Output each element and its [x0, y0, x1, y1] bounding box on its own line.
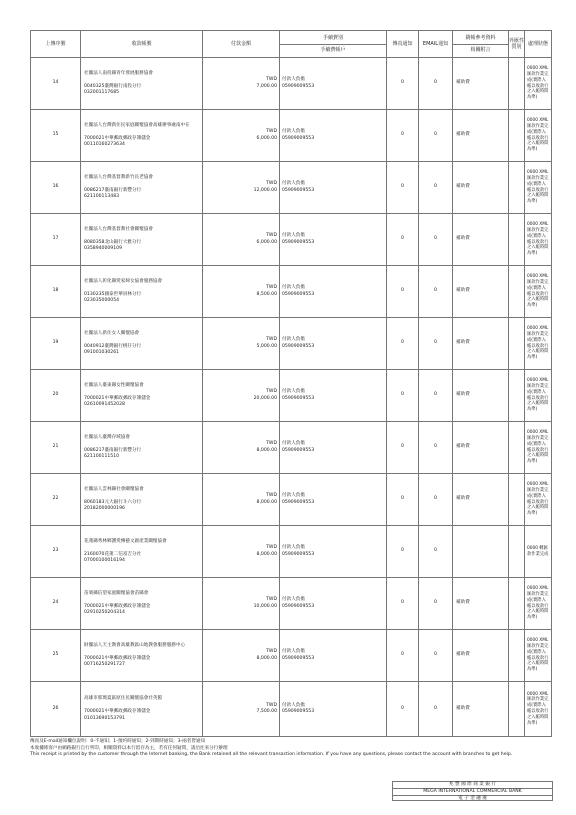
currency: TWD	[266, 337, 277, 343]
payee-bank: 7000021中華郵政郵政存簿儲金	[84, 603, 151, 609]
fee-type: 付款人負擔	[282, 649, 305, 655]
currency: TWD	[266, 597, 277, 603]
payee-account-no: 00110160273634	[84, 142, 125, 148]
amount-value: 6,000.00	[256, 239, 277, 245]
currency: TWD	[266, 389, 277, 395]
table-row	[31, 162, 552, 214]
header-amount: 付款金額	[203, 31, 280, 58]
table-row	[31, 422, 552, 474]
fee-type: 付款人負擔	[282, 233, 305, 239]
amount-value: 5,000.00	[256, 343, 277, 349]
disclaimer-en: This receipt is printed by the customer through the Internet banking, the Bank retained all the relevant transaction information. If you have any questions, please contact the account with branches to get help.	[30, 752, 513, 758]
row-fee	[280, 578, 387, 630]
payee-bank: 2160070花蓮二信富吉分社	[84, 551, 142, 557]
payee-name: 財團法人天主教會高雄教區山地教會服務服務中心	[84, 642, 186, 648]
row-fx-type	[509, 110, 525, 162]
row-fx-type	[509, 526, 525, 578]
row-fax: 0	[387, 578, 419, 630]
bank-stamp	[392, 781, 553, 801]
row-fax: 0	[387, 58, 419, 110]
row-fx-type	[509, 266, 525, 318]
payee-account-no: 07000100016194	[84, 558, 125, 564]
table-row	[31, 526, 552, 578]
row-fx-type	[509, 682, 525, 737]
row-note: 補助費	[453, 682, 509, 737]
fee-type: 付款人負擔	[282, 337, 305, 343]
row-fax: 0	[387, 526, 419, 578]
row-email: 0	[419, 630, 453, 682]
row-seq: 22	[31, 474, 81, 526]
row-fax: 0	[387, 110, 419, 162]
row-fee	[280, 526, 387, 578]
row-fx-type	[509, 370, 525, 422]
row-seq: 14	[31, 58, 81, 110]
row-payee	[81, 318, 203, 370]
row-amount	[203, 266, 280, 318]
payee-account-no: 091001030261	[84, 350, 120, 356]
payee-name: 社團法人彰化縣愛家婦女協會服務協會	[84, 278, 163, 284]
payee-account-no: 023035000054	[84, 298, 120, 304]
row-fee	[280, 422, 387, 474]
currency: TWD	[266, 129, 277, 135]
notify-legend: 傳真及E-mail通知欄位說明：0-不通知；1-預約時通知；2-到期時通知；3-兩者皆通知	[30, 739, 206, 744]
fee-type: 付款人負擔	[282, 129, 305, 135]
header-fee	[280, 31, 387, 58]
row-payee	[81, 682, 203, 737]
header-seq: 上傳序號	[31, 31, 81, 58]
fee-type: 付款人負擔	[282, 545, 305, 551]
payee-name: 社團法人臺灣存域協會	[84, 434, 130, 440]
payee-bank: 0130235國泰世華員林分行	[84, 291, 142, 297]
header-email: EMAIL通知	[419, 31, 453, 58]
row-email: 0	[419, 110, 453, 162]
payee-bank: 7000021中華郵政郵政存簿儲金	[84, 655, 151, 661]
table-row	[31, 110, 552, 162]
row-note: 補助費	[453, 422, 509, 474]
payee-account-no: 0358940009109	[84, 246, 122, 252]
payee-name: 社團法人臺東縣女性關懷協會	[84, 382, 144, 388]
table-row	[31, 266, 552, 318]
row-email: 0	[419, 422, 453, 474]
payee-bank: 0040325臺灣銀行南投分行	[84, 83, 142, 89]
row-fee	[280, 214, 387, 266]
bank-dept: 電 子 金 融 處	[458, 796, 487, 801]
row-fx-type	[509, 422, 525, 474]
payee-name: 社團法人南投縣青年發展服務協會	[84, 70, 153, 76]
row-seq: 19	[31, 318, 81, 370]
table-row	[31, 370, 552, 422]
row-amount	[203, 370, 280, 422]
row-status: 0000 XML 匯款作業完成(實際入帳以收款行之入帳時間為準)	[525, 422, 552, 474]
payee-bank: 0040912臺灣銀行桃仔分行	[84, 343, 142, 349]
payee-name: 花蓮縣秀林鄉護愛傳藝文創產業關懷協會	[84, 538, 167, 544]
fee-account: 05909009553	[282, 499, 315, 505]
row-payee	[81, 110, 203, 162]
row-fx-type	[509, 318, 525, 370]
row-payee	[81, 422, 203, 474]
payee-account-no: 00716250291727	[84, 662, 125, 668]
amount-value: 20,000.00	[253, 395, 277, 401]
fee-type: 付款人負擔	[282, 77, 305, 83]
row-payee	[81, 214, 203, 266]
fee-type: 付款人負擔	[282, 702, 305, 708]
fee-type: 付款人負擔	[282, 285, 305, 291]
row-email: 0	[419, 526, 453, 578]
row-fee	[280, 266, 387, 318]
header-note-msg: 相關附言	[470, 46, 491, 53]
header-count: 外匯性質別	[509, 31, 525, 58]
table-row	[31, 474, 552, 526]
row-seq: 16	[31, 162, 81, 214]
row-fx-type	[509, 630, 525, 682]
row-seq: 24	[31, 578, 81, 630]
header-note-ref: 銷帳參考資料	[453, 35, 508, 45]
fee-account: 05909009553	[282, 551, 315, 557]
payee-bank: 7000021中華郵政郵政存簿儲金	[84, 135, 151, 141]
row-payee	[81, 58, 203, 110]
row-amount	[203, 422, 280, 474]
payee-name: 社團法人台灣新住民家庭關懷協會高雄辦事處南中在	[84, 122, 190, 128]
row-status: 0000 轉匯 款作業完成	[525, 526, 552, 578]
fee-account: 05909009553	[282, 83, 315, 89]
row-status: 0000 XML 匯款作業完成(實際入帳以收款行之入帳時間為準)	[525, 630, 552, 682]
row-status: 0000 XML 匯款作業完成(實際入帳以收款行之入帳時間為準)	[525, 110, 552, 162]
row-status: 0000 XML 匯款作業完成(實際入帳以收款行之入帳時間為準)	[525, 162, 552, 214]
currency: TWD	[266, 233, 277, 239]
fee-type: 付款人負擔	[282, 441, 305, 447]
row-fee	[280, 162, 387, 214]
row-fax: 0	[387, 266, 419, 318]
row-status: 0000 XML 匯款作業完成(實際入帳以收款行之入帳時間為準)	[525, 578, 552, 630]
payee-account-no: 032001117685	[84, 90, 120, 96]
row-fx-type	[509, 474, 525, 526]
row-note: 補助費	[453, 318, 509, 370]
table-row	[31, 630, 552, 682]
payee-account-no: 20182000000196	[84, 506, 125, 512]
payee-name: 社團法人台灣基督教社會關懷協會	[84, 226, 153, 232]
fee-account: 05909009553	[282, 135, 315, 141]
fee-account: 05909009553	[282, 447, 315, 453]
fee-account: 05909009553	[282, 187, 315, 193]
row-fax: 0	[387, 162, 419, 214]
row-note: 補助費	[453, 110, 509, 162]
row-amount	[203, 214, 280, 266]
amount-value: 12,000.00	[253, 187, 277, 193]
row-payee	[81, 162, 203, 214]
row-fax: 0	[387, 422, 419, 474]
row-amount	[203, 110, 280, 162]
row-payee	[81, 578, 203, 630]
row-amount	[203, 474, 280, 526]
currency: TWD	[266, 77, 277, 83]
payee-bank: 0086217臺南銀行新豐分行	[84, 187, 142, 193]
row-fx-type	[509, 58, 525, 110]
row-status: 0000 XML 匯款作業完成(實際入帳以收款行之入帳時間為準)	[525, 214, 552, 266]
row-fx-type	[509, 214, 525, 266]
fee-type: 付款人負擔	[282, 389, 305, 395]
payee-name: 高雄市那瑪夏區原住民關懷協會社英館	[84, 696, 163, 702]
row-note	[453, 526, 509, 578]
row-payee	[81, 474, 203, 526]
bank-name-en: MEGA INTERNATIONAL COMMERCIAL BANK	[393, 788, 552, 796]
payee-bank: 8080358北山銀行大雅分行	[84, 239, 142, 245]
row-seq: 20	[31, 370, 81, 422]
row-seq: 23	[31, 526, 81, 578]
row-seq: 26	[31, 682, 81, 737]
row-fee	[280, 474, 387, 526]
disclaimer-zh: 本收據係客戶由網路銀行自行列印，相關資料以本行留存為主，若有任何疑問，請洽往來分行辦理	[30, 745, 228, 751]
amount-value: 7,000.00	[256, 83, 277, 89]
row-payee	[81, 266, 203, 318]
row-payee	[81, 526, 203, 578]
row-payee	[81, 630, 203, 682]
payee-account-no: 01013690153791	[84, 715, 125, 721]
header-fee-account: 手續費帳戶	[320, 46, 346, 53]
row-amount	[203, 318, 280, 370]
transaction-table	[30, 30, 552, 737]
fee-type: 付款人負擔	[282, 597, 305, 603]
payee-account-no: 02910250204314	[84, 610, 125, 616]
currency: TWD	[266, 181, 277, 187]
fee-type: 付款人負擔	[282, 493, 305, 499]
amount-value: 8,500.00	[256, 291, 277, 297]
currency: TWD	[266, 441, 277, 447]
row-fee	[280, 370, 387, 422]
table-row	[31, 214, 552, 266]
row-email: 0	[419, 214, 453, 266]
payee-bank: 7000021中華郵政郵政存簿儲金	[84, 395, 151, 401]
fee-account: 05909009553	[282, 343, 315, 349]
header-fax: 傳真通知	[387, 31, 419, 58]
payee-name: 苗栗縣信望家庭關懷協會苗縣會	[84, 590, 149, 596]
row-email: 0	[419, 318, 453, 370]
row-status: 0000 XML 匯款作業完成(實際入帳以收款行之入帳時間為準)	[525, 58, 552, 110]
fee-account: 05909009553	[282, 655, 315, 661]
row-fx-type	[509, 162, 525, 214]
row-fee	[280, 110, 387, 162]
table-header-row	[31, 31, 552, 58]
row-status: 0000 XML 匯款作業完成(實際入帳以收款行之入帳時間為準)	[525, 266, 552, 318]
fee-account: 05909009553	[282, 239, 315, 245]
amount-value: 8,000.00	[256, 551, 277, 557]
receipt-table-wrapper	[30, 30, 551, 737]
currency: TWD	[266, 649, 277, 655]
row-note: 補助費	[453, 474, 509, 526]
fee-account: 05909009553	[282, 291, 315, 297]
footer-notes	[30, 739, 551, 759]
row-payee	[81, 370, 203, 422]
header-payee: 收款帳號	[81, 31, 203, 58]
currency: TWD	[266, 702, 277, 708]
table-body	[31, 58, 552, 737]
amount-value: 8,000.00	[256, 447, 277, 453]
row-note: 補助費	[453, 630, 509, 682]
payee-name: 社團法人台灣基督教新竹長老協會	[84, 174, 153, 180]
amount-value: 8,000.00	[256, 499, 277, 505]
row-email: 0	[419, 266, 453, 318]
row-email: 0	[419, 474, 453, 526]
header-fee-type: 手續費別	[280, 35, 386, 45]
row-fax: 0	[387, 682, 419, 737]
row-amount	[203, 162, 280, 214]
row-fee	[280, 682, 387, 737]
payee-name: 社團法人新住女人關懷協會	[84, 330, 140, 336]
table-row	[31, 578, 552, 630]
row-email: 0	[419, 578, 453, 630]
row-fax: 0	[387, 370, 419, 422]
row-fax: 0	[387, 214, 419, 266]
row-status: 0000 XML 匯款作業完成(實際入帳以收款行之入帳時間為準)	[525, 682, 552, 737]
payee-account-no: 621100113483	[84, 194, 120, 200]
amount-value: 6,000.00	[256, 135, 277, 141]
row-note: 補助費	[453, 214, 509, 266]
row-seq: 17	[31, 214, 81, 266]
row-note: 補助費	[453, 266, 509, 318]
row-email: 0	[419, 58, 453, 110]
payee-account-no: 621100111510	[84, 454, 120, 460]
payee-name: 社團法人雲林縣社會關懷協會	[84, 486, 144, 492]
row-note: 補助費	[453, 58, 509, 110]
currency: TWD	[266, 545, 277, 551]
row-fee	[280, 630, 387, 682]
row-status: 0000 XML 匯款作業完成(實際入帳以收款行之入帳時間為準)	[525, 318, 552, 370]
row-seq: 25	[31, 630, 81, 682]
fee-account: 05909009553	[282, 709, 315, 714]
row-email: 0	[419, 370, 453, 422]
header-note	[453, 31, 509, 58]
row-note: 補助費	[453, 578, 509, 630]
table-row	[31, 58, 552, 110]
row-status: 0000 XML 匯款作業完成(實際入帳以收款行之入帳時間為準)	[525, 370, 552, 422]
currency: TWD	[266, 493, 277, 499]
header-status: 處理狀態	[525, 31, 552, 58]
row-fax: 0	[387, 630, 419, 682]
payee-account-no: 02610091452028	[84, 402, 125, 408]
row-fax: 0	[387, 318, 419, 370]
row-note: 補助費	[453, 370, 509, 422]
fee-account: 05909009553	[282, 395, 315, 401]
row-fx-type	[509, 578, 525, 630]
amount-value: 10,000.00	[253, 603, 277, 609]
fee-type: 付款人負擔	[282, 181, 305, 187]
row-fax: 0	[387, 474, 419, 526]
row-status: 0000 XML 匯款作業完成(實際入帳以收款行之入帳時間為準)	[525, 474, 552, 526]
table-row	[31, 682, 552, 737]
amount-value: 8,000.00	[256, 655, 277, 661]
row-seq: 21	[31, 422, 81, 474]
table-row	[31, 318, 552, 370]
row-seq: 15	[31, 110, 81, 162]
payee-bank: 0086217臺南銀行新豐分行	[84, 447, 142, 453]
row-seq: 18	[31, 266, 81, 318]
amount-value: 7,500.00	[256, 709, 277, 714]
row-fee	[280, 58, 387, 110]
row-email: 0	[419, 162, 453, 214]
payee-bank: 7000021中華郵政郵政存簿儲金	[84, 709, 151, 715]
payee-bank: 8060183元大銀行斗六分行	[84, 499, 142, 505]
row-amount	[203, 630, 280, 682]
row-note: 補助費	[453, 162, 509, 214]
currency: TWD	[266, 285, 277, 291]
row-email: 0	[419, 682, 453, 737]
row-amount	[203, 526, 280, 578]
row-amount	[203, 682, 280, 737]
fee-account: 05909009553	[282, 603, 315, 609]
row-amount	[203, 58, 280, 110]
row-fee	[280, 318, 387, 370]
row-amount	[203, 578, 280, 630]
bank-name-zh: 兆 豐 國 際 商 業 銀 行	[449, 782, 496, 787]
